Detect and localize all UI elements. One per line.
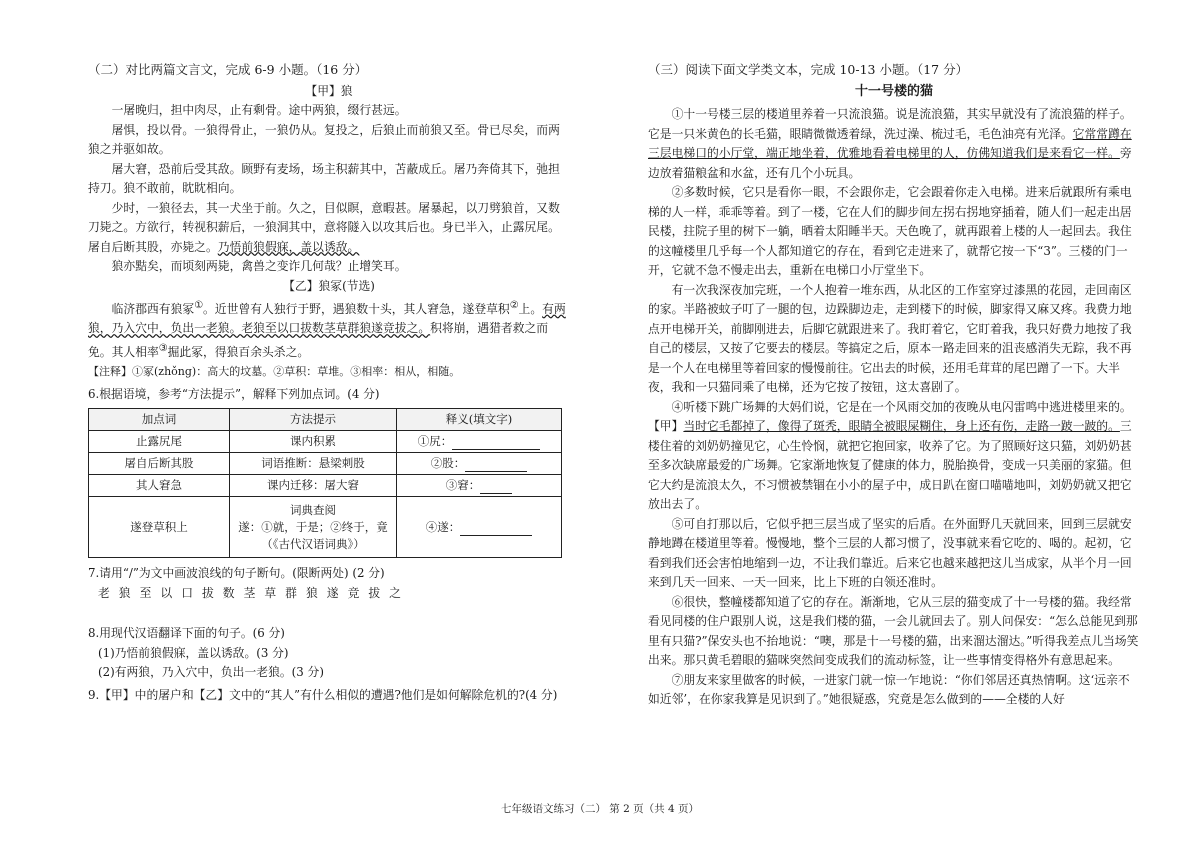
table-row — [89, 431, 562, 453]
passage-jia-paragraph-2: 屠惧，投以骨。一狼得骨止，一狼仍从。复投之，后狼止而前狼又至。骨已尽矣，而两狼之并驱如故。 — [88, 122, 560, 156]
table-header-row — [89, 409, 562, 431]
paragraph-text: 旁边放着猫粮盆和水盆，还有几个小玩具。 — [648, 146, 1132, 180]
paragraph-text: ①十一号楼三层的楼道里养着一只流浪猫。说是流浪猫，其实早就没有了流浪猫的样子。它是一只米黄色的长毛猫，眼睛微微透着绿，洗过澡、梳过毛，毛色油亮有光泽。 — [648, 107, 1132, 141]
paragraph-text: 。近世曾有人独行于野，遇狼数十头，其人窘急，遂登草积 — [203, 301, 510, 316]
table-cell-answer — [397, 431, 562, 453]
paragraph-text: 少时，一狼径去，其一犬坐于前。久之，目似瞑，意暇甚。屠暴起，以刀劈狼首，又数刀毙之。方欲行，转视积薪后，一狼洞其中，意将隧入以攻其后也。身已半入，止露尻尾。屠自后断其股，亦毙之。 — [88, 200, 560, 254]
story-paragraph-1 — [648, 105, 1140, 183]
story-paragraph-3: 有一次我深夜加完班，一个人抱着一堆东西，从北区的工作室穿过漆黑的花园，走回南区的家。半路被蚊子叮了一腿的包，边跺脚边走，走到楼下的时候，脚家得又麻又疼。我费力地点开电梯开关，前脚刚进去，后脚它就跟进来了。我盯着它，它盯着我，我只好费力地按了我自己的楼层，又按了它要去的楼层。等搞定之后，原本一路走回来的沮丧感消失无踪，我不再是一个人在电梯里等着回家的慢慢前往。它出去的时候，还用毛茸茸的尾巴蹭了一下。大半夜，我和一只猫同乘了电梯，还为它按了按钮，这太喜剧了。 — [648, 282, 1132, 394]
table-cell-hint — [230, 497, 397, 558]
answer-blank[interactable] — [460, 521, 532, 536]
footnote-marker: ① — [194, 300, 203, 311]
method-table — [88, 408, 562, 558]
passage-yi-paragraph — [88, 296, 570, 362]
table-cell-answer — [397, 475, 562, 497]
paragraph-text: ④听楼下跳广场舞的大妈们说，它是在一个风雨交加的夜晚从电闪雷鸣中逃进楼里来的。【甲】 — [648, 399, 1132, 433]
answer-blank[interactable] — [480, 479, 512, 494]
answer-label: ③窘： — [445, 478, 481, 493]
answer-label: ②股： — [430, 456, 466, 471]
paragraph-text: 掘此冢，得狼百余头杀之。 — [167, 344, 310, 359]
footnote-marker: ③ — [158, 342, 168, 354]
table-cell-word: 屠自后断其股 — [89, 453, 230, 475]
table-cell-hint: 课内迁移：屠大窘 — [230, 475, 397, 497]
table-cell-word: 遂登草积上 — [89, 497, 230, 558]
left-column — [88, 60, 570, 705]
hint-line: （《古代汉语词典》） — [261, 536, 365, 551]
hint-line: 词典查阅 — [290, 502, 336, 517]
answer-label: ①尻： — [417, 434, 453, 449]
story-paragraph-7: ⑦朋友来家里做客的时候，一进家门就一惊一乍地说：“你们邻居还真热情啊。这‘远亲不如近邻’，在你家我算是见识到了。”她很疑惑，究竟是怎么做到的——全楼的人好 — [648, 672, 1130, 706]
underlined-sentence: 它常常蹲在三层电梯口的小厅堂，端正地坐着，优雅地看着电梯里的人，仿佛知道我们是来看它一样。 — [648, 126, 1132, 160]
story-paragraph-4 — [648, 398, 1140, 515]
question-8-item-2: (2)有两狼，乃入穴中，负出一老狼。(3 分) — [98, 665, 324, 680]
table-row — [89, 497, 562, 558]
story-paragraph-5: ⑤可自打那以后，它似乎把三层当成了坚实的后盾。在外面野几天就回来，回到三层就安静地蹲在楼道里等着。慢慢地，整个三层的人都习惯了，没事就来看它吃的、喝的。起初，它看到我们还会害怕地缩到一边，不让我们靠近。后来它也越来越把这儿当成家，从半个月一回来到几天一回来、一天一回来，比上下班的白领还准时。 — [648, 516, 1132, 589]
table-cell-word: 止露尻尾 — [89, 431, 230, 453]
answer-blank[interactable] — [452, 435, 540, 450]
question-7: 7.请用“/”为文中画波浪线的句子断句。(限断两处) (2 分) — [88, 566, 385, 581]
table-cell-answer — [397, 453, 562, 475]
paragraph-text: 积将崩，遇猎者救之而免。其人相率 — [88, 321, 549, 359]
paragraph-text: 临济郡西有狼冢 — [111, 301, 195, 316]
table-cell-word: 其人窘急 — [89, 475, 230, 497]
wavy-underlined-sentence: 有两狼，乃入穴中，负出一老狼。老狼至以口拔数茎草群狼遂竞拔之。 — [88, 301, 566, 336]
passage-yi-title: 【乙】狼冢(节选) — [283, 278, 375, 293]
table-header-cell: 释义(填文字) — [397, 409, 562, 431]
passage-jia-paragraph-4 — [88, 199, 570, 258]
question-8: 8.用现代汉语翻译下面的句子。(6 分) — [88, 626, 285, 641]
table-cell-answer — [397, 497, 562, 558]
paragraph-text: 三楼住着的刘奶奶撞见它，心生怜悯，就把它抱回家，收养了它。为了照顾好这只猫，刘奶奶甚至多次缺席最爱的广场舞。它家渐地恢复了健康的体力，脱胎换骨，变成一只美丽的家猫。但它大约是流浪太久，不习惯被禁锢在小小的屋子中，成日趴在窗口喵喵地叫，刘奶奶就又把它放出去了。 — [648, 419, 1132, 511]
table-row — [89, 453, 562, 475]
story-paragraph-2: ②多数时候，它只是看你一眼，不会跟你走，它会跟着你走入电梯。进来后就跟所有乘电梯的人一样，乖乖等着。到了一楼，它在人们的脚步间左拐右拐地穿插着，随人们一起走出居民楼，拄院子里的树下一躺，晒着太阳睡半天。天色晚了，就再跟着上楼的人一起回去。我住的这幢楼里几乎每一个人都知道它的存在，看到它走进来了，就帮它按一下“3”。三楼的门一开，它就不急不慢走出去，重新在电梯口小厅堂坐下。 — [648, 185, 1132, 277]
paragraph-text: 上。 — [518, 301, 543, 316]
footnote-marker: ② — [509, 300, 519, 311]
table-header-cell: 加点词 — [89, 409, 230, 431]
answer-blank[interactable] — [465, 457, 527, 472]
right-column — [648, 60, 1140, 710]
table-cell-hint: 课内积累 — [230, 431, 397, 453]
story-title: 十一号楼的猫 — [854, 83, 933, 99]
passage-jia-paragraph-3: 屠大窘，恐前后受其敌。顾野有麦场，场主积薪其中，苫蔽成丘。屠乃奔倚其下，弛担持刀。狼不敢前，眈眈相向。 — [88, 161, 560, 195]
question-7-sentence: 老狼至以口拔数茎草群狼遂竞拔之 — [98, 585, 410, 600]
passage-jia-title: 【甲】狼 — [305, 83, 353, 98]
underlined-sentence: 乃悟前狼假寐，盖以诱敌。 — [217, 239, 360, 254]
underlined-sentence: 当时它毛都掉了，像得了斑秃，眼睛全被眼屎糊住，身上还有伤，走路一跛一跛的。 — [683, 419, 1120, 433]
question-6: 6.根据语境，参考“方法提示”，解释下列加点词。(4 分) — [88, 386, 380, 401]
answer-label: ④遂： — [425, 519, 461, 534]
story-paragraph-6: ⑥很快，整幢楼都知道了它的存在。渐渐地，它从三层的猫变成了十一号楼的猫。我经常看见同楼的住户跟别人说，这是我们楼的猫，一会儿就回去了。别人问保安：“怎么总能见到那里有只猫?”保安头也不抬地说：“噢，那是十一号楼的猫，出来溜达溜达。”听得我差点儿当场笑出来。那只黄毛碧眼的猫咪突然间变成我们的流动标签，让一些事情变得格外有意思起来。 — [648, 594, 1139, 667]
answer-space — [88, 603, 570, 621]
hint-line: 遂：①就，于是；②终于，竟 — [238, 519, 388, 534]
question-9: 9.【甲】中的屠户和【乙】文中的“其人”有什么相似的遭遇?他们是如何解除危机的?(4 分) — [88, 687, 558, 702]
table-header-cell: 方法提示 — [230, 409, 397, 431]
page-footer: 七年级语文练习（二） 第 2 页（共 4 页） — [500, 803, 700, 815]
table-row — [89, 475, 562, 497]
annotations: 【注释】①冢(zhǒng)：高大的坟墓。②草积：草堆。③相率：相从，相随。 — [88, 365, 461, 379]
passage-jia-paragraph-1: 一屠晚归，担中肉尽，止有剩骨。途中两狼，缀行甚远。 — [111, 103, 407, 117]
section-3-heading: （三）阅读下面文学类文本，完成 10-13 小题。（17 分） — [648, 62, 969, 77]
question-8-item-1: (1)乃悟前狼假寐，盖以诱敌。(3 分) — [98, 645, 289, 660]
section-2-heading: （二）对比两篇文言文，完成 6-9 小题。（16 分） — [88, 62, 368, 77]
table-cell-hint: 词语推断：悬梁刺股 — [230, 453, 397, 475]
passage-jia-paragraph-5: 狼亦黠矣，而顷刻两毙，禽兽之变诈几何哉？止增笑耳。 — [111, 259, 407, 273]
